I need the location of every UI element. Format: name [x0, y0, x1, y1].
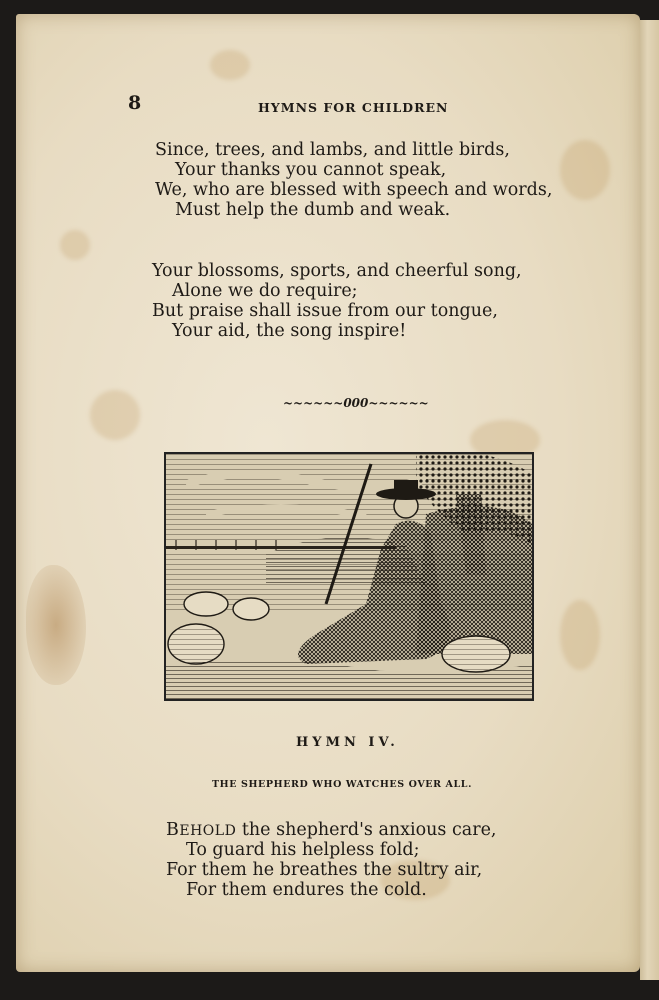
verse-line: Alone we do require; [172, 281, 358, 301]
verse-line: Since, trees, and lambs, and little birds, [155, 140, 510, 160]
verse-line: For them endures the cold. [186, 880, 427, 900]
stanza-1 [155, 140, 552, 220]
hymn-stanza [166, 820, 497, 900]
verse-line: We, who are blessed with speech and words, [155, 180, 553, 200]
foxing-spot [90, 390, 140, 440]
verse-line: To guard his helpless fold; [186, 840, 420, 860]
verse-line-text: the shepherd's anxious care, [236, 820, 497, 840]
page-number: 8 [128, 92, 142, 114]
running-title: HYMNS FOR CHILDREN [258, 100, 449, 115]
water-stain [26, 565, 86, 685]
foxing-spot [560, 140, 610, 200]
verse-line [166, 820, 497, 840]
verse-line: Must help the dumb and weak. [175, 200, 451, 220]
adjacent-page-edge [640, 20, 659, 980]
verse-line: For them he breathes the sultry air, [166, 860, 483, 880]
foxing-spot [560, 600, 600, 670]
verse-line: Your aid, the song inspire! [172, 321, 407, 341]
stanza-2 [152, 261, 522, 341]
verse-line: Your thanks you cannot speak, [175, 160, 447, 180]
foxing-spot [210, 50, 250, 80]
hymn-subtitle: THE SHEPHERD WHO WATCHES OVER ALL. [212, 779, 472, 790]
opening-word-rest: EHOLD [179, 823, 237, 839]
shepherd-woodcut-illustration [164, 452, 534, 701]
hymn-heading: HYMN IV. [296, 735, 399, 750]
verse-line: Your blossoms, sports, and cheerful song, [152, 261, 522, 281]
opening-word-cap: B [166, 820, 180, 840]
verse-line: But praise shall issue from our tongue, [152, 301, 498, 321]
section-ornament: ~~~~~~000~~~~~~ [283, 396, 429, 410]
foxing-spot [60, 230, 90, 260]
